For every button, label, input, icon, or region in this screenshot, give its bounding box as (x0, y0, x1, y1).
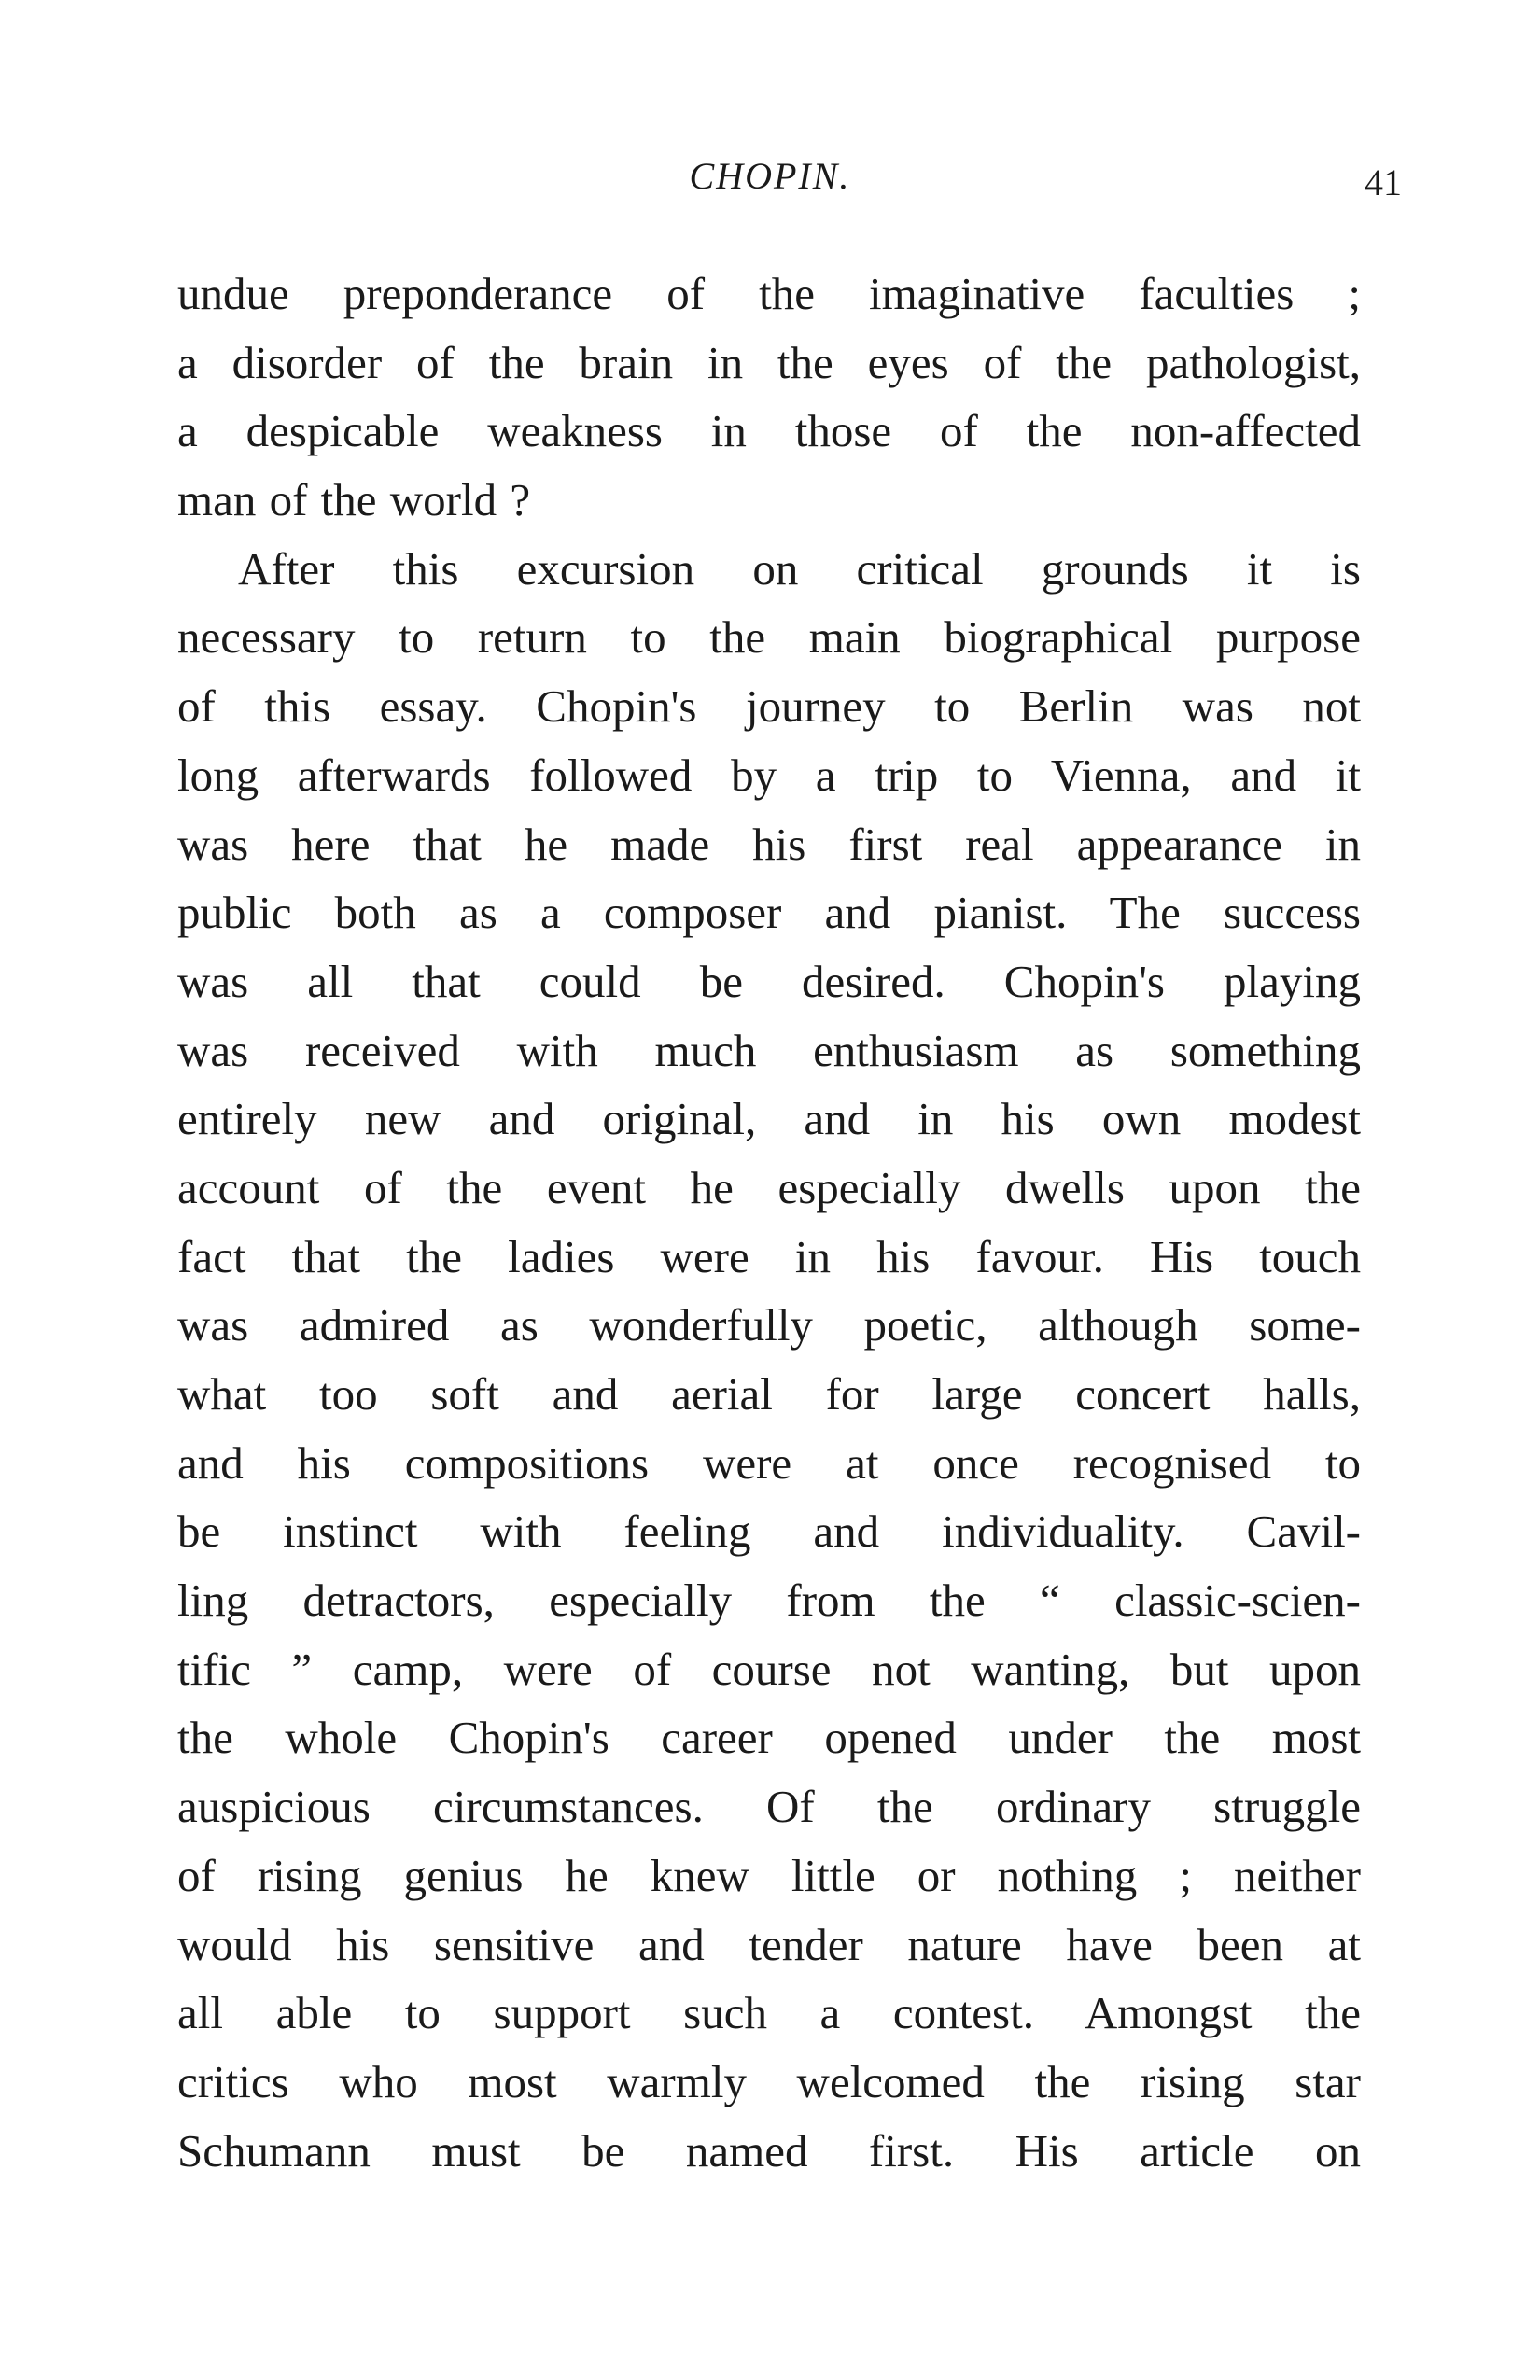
text-line: all able to support such a contest. Amongst the (177, 1987, 1361, 2039)
text-line: entirely new and original, and in his own modest (177, 1093, 1361, 1145)
text-line: of this essay. Chopin's journey to Berlin was not (177, 680, 1361, 733)
text-line: a disorder of the brain in the eyes of the pathologist, (177, 336, 1361, 388)
text-line: be instinct with feeling and individuality. Cavil- (177, 1505, 1361, 1558)
text-line: auspicious circumstances. Of the ordinary struggle (177, 1781, 1361, 1833)
text-line: public both as a composer and pianist. The success (177, 887, 1361, 939)
text-line: was all that could be desired. Chopin's playing (177, 955, 1361, 1007)
text-line: critics who most warmly welcomed the rising star (177, 2055, 1361, 2107)
text-line: what too soft and aerial for large concert halls, (177, 1368, 1361, 1420)
text-line: was admired as wonderfully poetic, although some- (177, 1299, 1361, 1351)
body-text (177, 259, 1361, 2185)
text-line: ling detractors, especially from the “ classic-scien- (177, 1575, 1361, 1627)
text-line: would his sensitive and tender nature have been at (177, 1918, 1361, 1970)
text-line: fact that the ladies were in his favour. His touch (177, 1230, 1361, 1282)
text-line: man of the world ? (177, 474, 531, 526)
text-line: account of the event he especially dwells upon the (177, 1161, 1361, 1213)
text-line: Schumann must be named first. His article on (177, 2124, 1361, 2177)
text-line: the whole Chopin's career opened under the most (177, 1712, 1361, 1764)
text-line: long afterwards followed by a trip to Vienna, and it (177, 749, 1361, 801)
text-line: After this excursion on critical grounds it is (238, 542, 1361, 595)
page-number: 41 (1365, 161, 1402, 203)
text-line: was here that he made his first real appearance in (177, 818, 1361, 870)
text-line: was received with much enthusiasm as something (177, 1024, 1361, 1076)
text-line: and his compositions were at once recognised to (177, 1436, 1361, 1489)
text-line: of rising genius he knew little or nothing ; neither (177, 1849, 1361, 1901)
text-line: undue preponderance of the imaginative faculties ; (177, 268, 1361, 319)
text-line: necessary to return to the main biographical purpose (177, 611, 1361, 664)
text-line: a despicable weakness in those of the non-affected (177, 405, 1361, 457)
text-line: tific ” camp, were of course not wanting, but upon (177, 1643, 1361, 1695)
running-title: CHOPIN. (689, 155, 851, 197)
